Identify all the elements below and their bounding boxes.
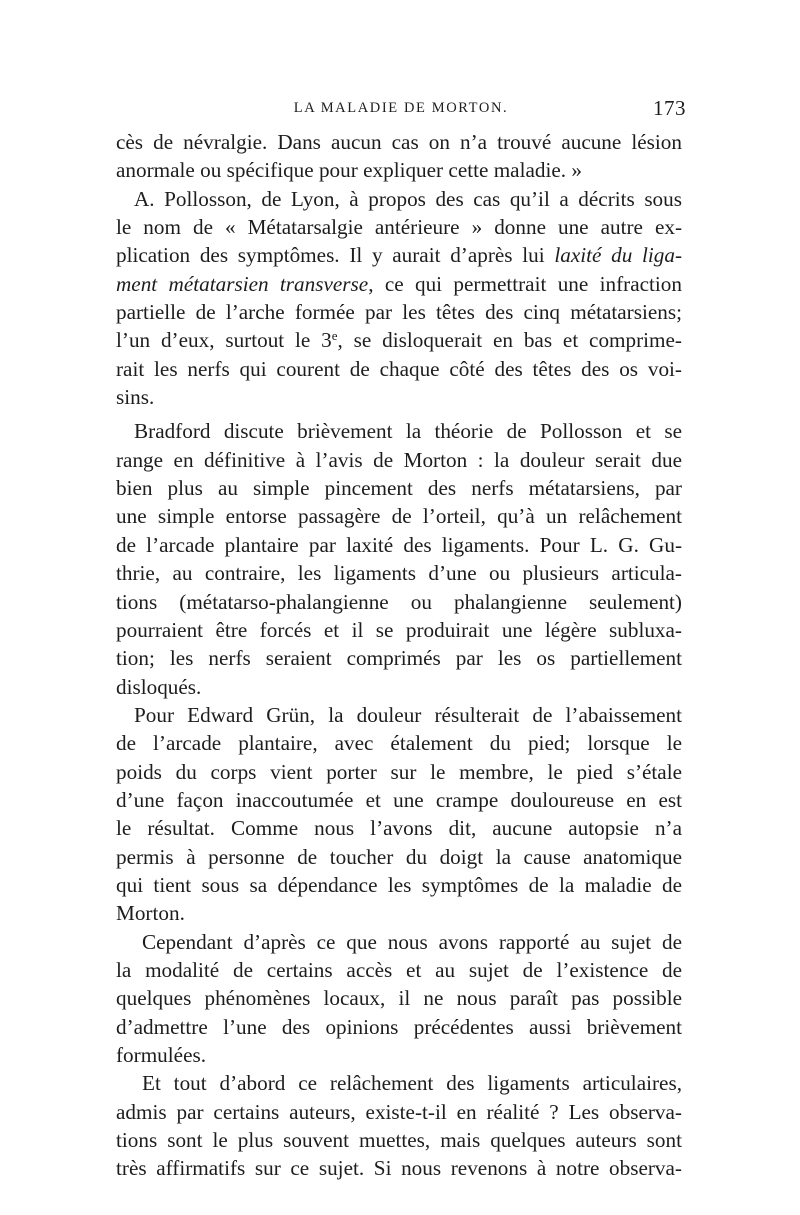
paragraph [116, 1069, 682, 1182]
body-text [116, 128, 682, 1183]
text-line: le résultat. Comme nous l’avons dit, aucune autopsie n’a [116, 816, 682, 841]
text-line: range en définitive à l’avis de Morton : la douleur serait due [116, 447, 682, 472]
text-line: d’admettre l’une des opinions précédentes aussi brièvement [116, 1014, 682, 1039]
text-line: pourraient être forcés et il se produirait une légère subluxa- [116, 617, 682, 642]
running-title: LA MALADIE DE MORTON. [293, 100, 509, 116]
paragraph [116, 128, 682, 185]
text-line: permis à personne de toucher du doigt la cause anatomique [116, 844, 682, 869]
text-line: le nom de « Métatarsalgie antérieure » donne une autre ex- [116, 215, 682, 240]
text-line: partielle de l’arche formée par les têtes des cinq métatarsiens; [116, 300, 682, 325]
text-line: Bradford discute brièvement la théorie de Pollosson et se [134, 419, 682, 444]
text-line [116, 241, 682, 269]
text-line: une simple entorse passagère de l’orteil, qu’à un relâchement [116, 504, 682, 529]
page-number: 173 [653, 96, 686, 120]
text-line: de l’arcade plantaire, avec étalement du pied; lorsque le [116, 731, 682, 756]
text-line: quelques phénomènes locaux, il ne nous paraît pas possible [116, 986, 682, 1011]
text-line: d’une façon inaccoutumée et une crampe douloureuse en est [116, 787, 682, 812]
paragraph [116, 928, 682, 1070]
text-line: thrie, au contraire, les ligaments d’une ou plusieurs articula- [116, 561, 682, 586]
text-line: la modalité de certains accès et au sujet de l’existence de [116, 957, 682, 982]
text-line: poids du corps vient porter sur le membre, le pied s’étale [116, 759, 682, 784]
text-line: bien plus au simple pincement des nerfs métatarsiens, par [116, 476, 682, 501]
text-segment: l’un d’eux, surtout le 3 [116, 328, 332, 353]
paragraph [116, 185, 682, 412]
text-line: cès de névralgie. Dans aucun cas on n’a trouvé aucune lésion [116, 130, 682, 154]
italic-term: laxité du liga- [554, 243, 683, 268]
text-line: de l’arcade plantaire par laxité des ligaments. Pour L. G. Gu- [116, 532, 682, 557]
text-segment: , se disloquerait en bas et comprime- [337, 328, 682, 353]
text-line: disloqués. [116, 674, 202, 699]
text-line [116, 270, 682, 298]
text-line: Et tout d’abord ce relâchement des ligaments articulaires, [142, 1071, 682, 1096]
text-line: Morton. [116, 901, 185, 926]
text-line: tion; les nerfs seraient comprimés par les os partiellement [116, 646, 682, 671]
text-line: rait les nerfs qui courent de chaque côté des têtes des os voi- [116, 356, 682, 381]
superscript: e [331, 328, 338, 344]
text-segment: plication des symptômes. Il y aurait d’après lui [116, 243, 545, 268]
text-line: qui tient sous sa dépendance les symptômes de la maladie de [116, 872, 682, 897]
text-line: tions sont le plus souvent muettes, mais quelques auteurs sont [116, 1128, 682, 1153]
italic-term: ment métatarsien transverse [116, 271, 369, 296]
text-line: A. Pollosson, de Lyon, à propos des cas qu’il a décrits sous [134, 186, 682, 211]
running-head [116, 96, 686, 124]
text-line [116, 326, 682, 354]
text-segment: , ce qui permettrait une infraction [368, 271, 682, 296]
text-line: Pour Edward Grün, la douleur résulterait de l’abaissement [134, 702, 682, 727]
paragraph [116, 701, 682, 928]
text-line: très affirmatifs sur ce sujet. Si nous revenons à notre observa- [116, 1156, 682, 1181]
text-line: anormale ou spécifique pour expliquer cette maladie. » [116, 158, 582, 183]
paragraph [116, 417, 682, 700]
text-line: Cependant d’après ce que nous avons rapporté au sujet de [142, 929, 682, 954]
text-line: formulées. [116, 1043, 207, 1067]
text-line: sins. [116, 385, 155, 410]
text-line: tions (métatarso-phalangienne ou phalangienne seulement) [116, 589, 682, 614]
text-line: admis par certains auteurs, existe-t-il en réalité ? Les observa- [116, 1099, 682, 1124]
